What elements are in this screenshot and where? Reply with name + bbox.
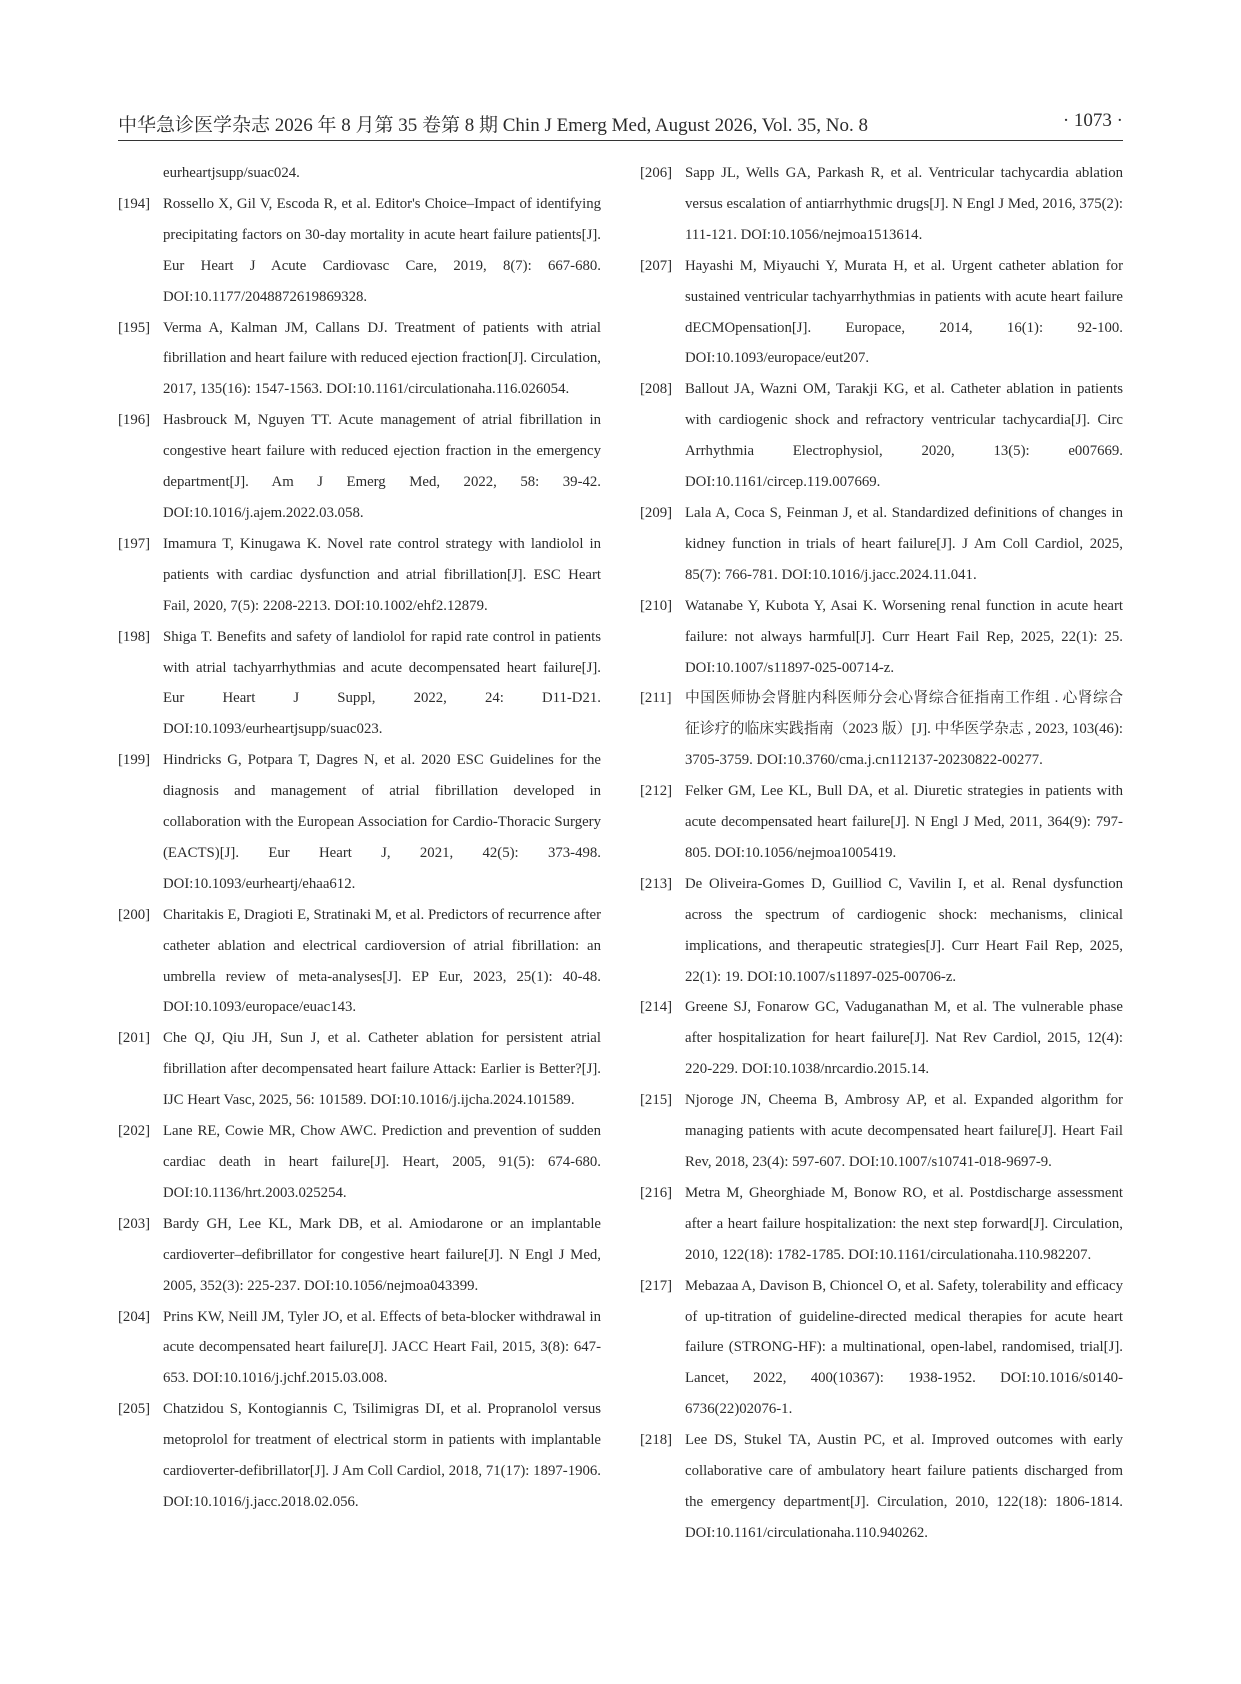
reference-item (640, 251, 1123, 375)
reference-item (118, 1023, 601, 1116)
reference-text: Greene SJ, Fonarow GC, Vaduganathan M, et al. The vulnerable phase after hospitalization for heart failure[J]. Nat Rev Cardiol, 2015, 12(4): 220-229. DOI:10.1038/nrcardio.2015.14. (685, 999, 1123, 1078)
reference-text: Chatzidou S, Kontogiannis C, Tsilimigras DI, et al. Propranolol versus metoprolol for treatment of electrical storm in patients with implantable cardioverter-defibrillator[J]. J Am Coll Cardiol, 2018, 71(17): 1897-1906. DOI:10.1016/j.jacc.2018.02.056. (163, 1401, 601, 1510)
reference-text: Imamura T, Kinugawa K. Novel rate control strategy with landiolol in patients with cardiac dysfunction and atrial fibrillation[J]. ESC Heart Fail, 2020, 7(5): 2208-2213. DOI:10.1002/ehf2.12879. (163, 535, 601, 614)
reference-number: [213] (640, 875, 673, 892)
reference-number: [200] (118, 906, 151, 923)
reference-number: [199] (118, 752, 151, 769)
reference-number: [211] (640, 690, 672, 707)
reference-item (118, 1394, 601, 1518)
reference-item (118, 158, 601, 189)
reference-text: Mebazaa A, Davison B, Chioncel O, et al. Safety, tolerability and efficacy of up-titration of guideline-directed medical therapies for acute heart failure (STRONG-HF): a multinational, open-label, randomised, trial[J]. Lancet, 2022, 400(10367): 1938-1952. DOI:10.1016/s0140-6736(22)02076-1. (685, 1277, 1123, 1418)
reference-text: Metra M, Gheorghiade M, Bonow RO, et al. Postdischarge assessment after a heart failure hospitalization: the next step forward[J]. Circulation, 2010, 122(18): 1782-1785. DOI:10.1161/circulationaha.110.982207. (685, 1184, 1123, 1263)
reference-number: [202] (118, 1123, 151, 1140)
reference-text: eurheartjsupp/suac024. (163, 165, 300, 181)
reference-item (640, 158, 1123, 251)
reference-text: Watanabe Y, Kubota Y, Asai K. Worsening renal function in acute heart failure: not always harmful[J]. Curr Heart Fail Rep, 2025, 22(1): 25. DOI:10.1007/s11897-025-00714-z. (685, 597, 1123, 676)
reference-text: Rossello X, Gil V, Escoda R, et al. Editor's Choice–Impact of identifying precipitating factors on 30-day mortality in acute heart failure patients[J]. Eur Heart J Acute Cardiovasc Care, 2019, 8(7): 667-680. DOI:10.1177/2048872619869328. (163, 195, 601, 305)
reference-item (118, 1302, 601, 1395)
reference-text: Felker GM, Lee KL, Bull DA, et al. Diuretic strategies in patients with acute decompensated heart failure[J]. N Engl J Med, 2011, 364(9): 797-805. DOI:10.1056/nejmoa1005419. (685, 783, 1123, 861)
reference-number: [201] (118, 1030, 151, 1047)
reference-text: Lane RE, Cowie MR, Chow AWC. Prediction and prevention of sudden cardiac death in heart failure[J]. Heart, 2005, 91(5): 674-680. DOI:10.1136/hrt.2003.025254. (163, 1123, 601, 1201)
reference-number: [194] (118, 195, 151, 212)
reference-text: Lala A, Coca S, Feinman J, et al. Standardized definitions of changes in kidney function in trials of heart failure[J]. J Am Coll Cardiol, 2025, 85(7): 766-781. DOI:10.1016/j.jacc.2024.11.041. (685, 504, 1123, 583)
reference-column-right (640, 158, 1123, 1549)
reference-number: [208] (640, 381, 673, 398)
reference-text: Hindricks G, Potpara T, Dagres N, et al. 2020 ESC Guidelines for the diagnosis and management of atrial fibrillation developed in collaboration with the European Association for Cardio-Thoracic Surgery (EACTS)[J]. Eur Heart J, 2021, 42(5): 373-498. DOI:10.1093/eurheartj/ehaa612. (163, 752, 601, 892)
reference-text: Ballout JA, Wazni OM, Tarakji KG, et al. Catheter ablation in patients with cardiogenic shock and refractory ventricular tachycardia[J]. Circ Arrhythmia Electrophysiol, 2020, 13(5): e007669. DOI:10.1161/circep.119.007669. (685, 381, 1123, 491)
reference-number: [215] (640, 1092, 673, 1109)
reference-item (118, 745, 601, 900)
reference-item (118, 622, 601, 746)
reference-number: [217] (640, 1277, 673, 1294)
reference-text: 中国医师协会肾脏内科医师分会心肾综合征指南工作组 . 心肾综合征诊疗的临床实践指南（2023 版）[J]. 中华医学杂志 , 2023, 103(46): 3705-3759. DOI:10.3760/cma.j.cn112137-20230822-00277. (685, 690, 1123, 769)
reference-number: [207] (640, 257, 673, 274)
reference-item (640, 1085, 1123, 1178)
reference-text: Sapp JL, Wells GA, Parkash R, et al. Ventricular tachycardia ablation versus escalation of antiarrhythmic drugs[J]. N Engl J Med, 2016, 375(2): 111-121. DOI:10.1056/nejmoa1513614. (685, 165, 1123, 243)
reference-item (118, 1116, 601, 1209)
reference-text: Che QJ, Qiu JH, Sun J, et al. Catheter ablation for persistent atrial fibrillation after decompensated heart failure Attack: Earlier is Better?[J]. IJC Heart Vasc, 2025, 56: 101589. DOI:10.1016/j.ijcha.2024.101589. (163, 1030, 601, 1109)
reference-column-left (118, 158, 601, 1518)
reference-item (640, 1271, 1123, 1426)
reference-number: [195] (118, 319, 151, 336)
running-header (118, 110, 1123, 141)
reference-item (640, 776, 1123, 869)
reference-item (640, 869, 1123, 993)
reference-item (640, 1425, 1123, 1549)
reference-text: Verma A, Kalman JM, Callans DJ. Treatment of patients with atrial fibrillation and heart failure with reduced ejection fraction[J]. Circulation, 2017, 135(16): 1547-1563. DOI:10.1161/circulationaha.116.026054. (163, 319, 601, 398)
reference-item (640, 498, 1123, 591)
reference-number: [204] (118, 1308, 151, 1325)
reference-number: [197] (118, 535, 151, 552)
reference-item (118, 189, 601, 313)
reference-text: Bardy GH, Lee KL, Mark DB, et al. Amiodarone or an implantable cardioverter–defibrillator for congestive heart failure[J]. N Engl J Med, 2005, 352(3): 225-237. DOI:10.1056/nejmoa043399. (163, 1215, 601, 1294)
reference-text: Njoroge JN, Cheema B, Ambrosy AP, et al. Expanded algorithm for managing patients with acute decompensated heart failure[J]. Heart Fail Rev, 2018, 23(4): 597-607. DOI:10.1007/s10741-018-9697-9. (685, 1092, 1123, 1170)
reference-number: [203] (118, 1215, 151, 1232)
reference-item (640, 374, 1123, 498)
reference-number: [196] (118, 412, 151, 429)
reference-number: [205] (118, 1401, 151, 1418)
reference-number: [209] (640, 504, 673, 521)
reference-item (640, 1178, 1123, 1271)
reference-item (118, 529, 601, 622)
journal-citation: 中华急诊医学杂志 2026 年 8 月第 35 卷第 8 期 Chin J Emerg Med, August 2026, Vol. 35, No. 8 (118, 115, 868, 136)
reference-text: Lee DS, Stukel TA, Austin PC, et al. Improved outcomes with early collaborative care of ambulatory heart failure patients discharged from the emergency department[J]. Circulation, 2010, 122(18): 1806-1814. DOI:10.1161/circulationaha.110.940262. (685, 1432, 1123, 1541)
reference-number: [206] (640, 165, 673, 181)
reference-item (640, 591, 1123, 684)
reference-item (118, 313, 601, 406)
reference-number: [212] (640, 783, 673, 800)
reference-text: Shiga T. Benefits and safety of landiolol for rapid rate control in patients with atrial tachyarrhythmias and acute decompensated heart failure[J]. Eur Heart J Suppl, 2022, 24: D11-D21. DOI:10.1093/eurheartjsupp/suac023. (163, 628, 601, 738)
reference-text: Hasbrouck M, Nguyen TT. Acute management of atrial fibrillation in congestive heart failure with reduced ejection fraction in the emergency department[J]. Am J Emerg Med, 2022, 58: 39-42. DOI:10.1016/j.ajem.2022.03.058. (163, 412, 601, 521)
reference-item (640, 992, 1123, 1085)
reference-number: [214] (640, 999, 673, 1016)
reference-text: Hayashi M, Miyauchi Y, Murata H, et al. Urgent catheter ablation for sustained ventricular tachyarrhythmias in patients with acute heart failure dECMOpensation[J]. Europace, 2014, 16(1): 92-100. DOI:10.1093/europace/eut207. (685, 257, 1123, 367)
reference-number: [216] (640, 1184, 673, 1201)
reference-number: [210] (640, 597, 673, 614)
reference-text: Prins KW, Neill JM, Tyler JO, et al. Effects of beta-blocker withdrawal in acute decompensated heart failure[J]. JACC Heart Fail, 2015, 3(8): 647-653. DOI:10.1016/j.jchf.2015.03.008. (163, 1308, 601, 1387)
reference-number: [218] (640, 1432, 673, 1449)
reference-item (640, 683, 1123, 776)
reference-item (118, 1209, 601, 1302)
reference-text: De Oliveira-Gomes D, Guilliod C, Vavilin I, et al. Renal dysfunction across the spectrum of cardiogenic shock: mechanisms, clinical implications, and therapeutic strategies[J]. Curr Heart Fail Rep, 2025, 22(1): 19. DOI:10.1007/s11897-025-00706-z. (685, 875, 1123, 985)
reference-text: Charitakis E, Dragioti E, Stratinaki M, et al. Predictors of recurrence after catheter ablation and electrical cardioversion of atrial fibrillation: an umbrella review of meta-analyses[J]. EP Eur, 2023, 25(1): 40-48. DOI:10.1093/europace/euac143. (163, 906, 601, 1016)
reference-item (118, 405, 601, 529)
page-number: · 1073 · (1062, 110, 1123, 131)
reference-number: [198] (118, 628, 151, 645)
reference-item (118, 900, 601, 1024)
